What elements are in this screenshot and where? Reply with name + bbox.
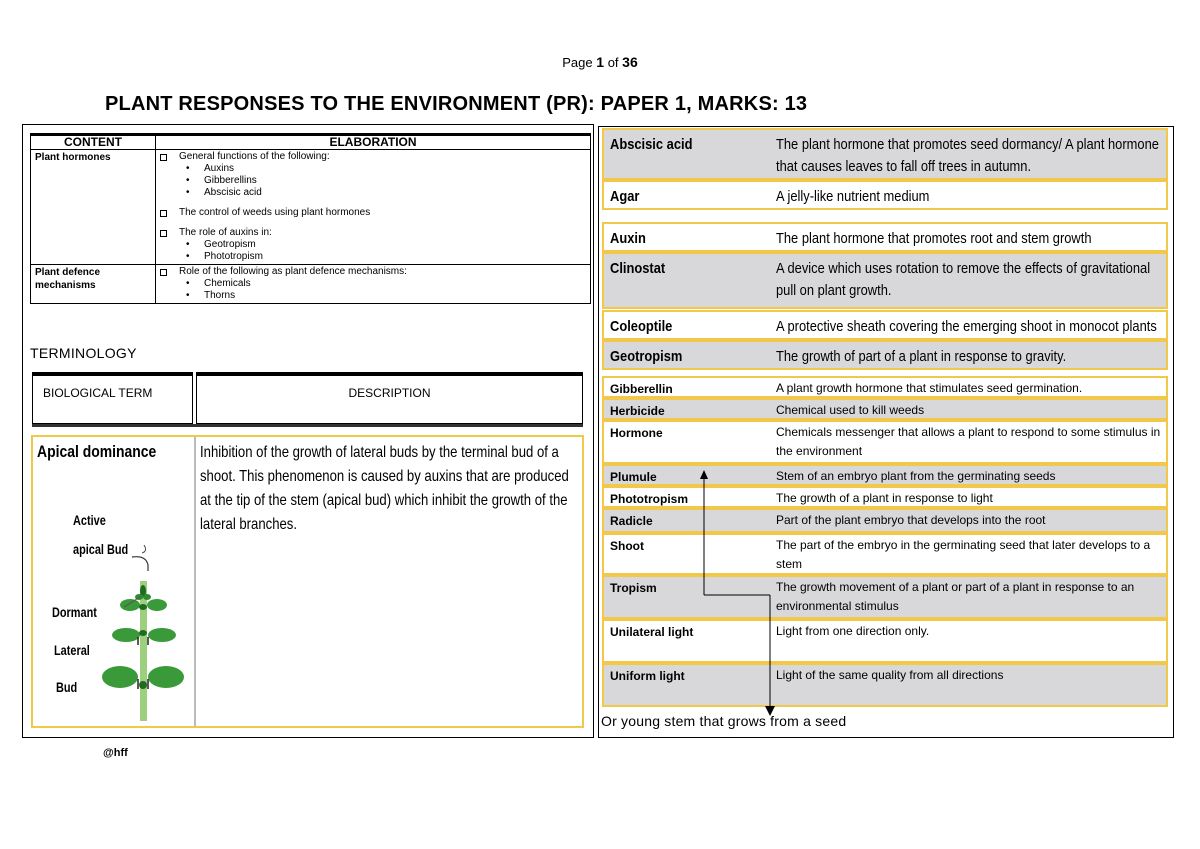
glossary-row <box>602 128 1168 180</box>
glossary-desc: A protective sheath covering the emerging shoot in monocot plants <box>776 318 1157 335</box>
glossary-desc: Light of the same quality from all directions <box>776 668 1004 682</box>
glossary-desc: The plant hormone that promotes root and stem growth <box>776 230 1092 247</box>
terminology-heading: TERMINOLOGY <box>30 345 137 361</box>
glossary-row <box>602 464 1168 486</box>
glossary-term: Gibberellin <box>610 382 673 396</box>
plant-diagram <box>90 545 195 727</box>
glossary-term: Shoot <box>610 539 644 553</box>
description-header: DESCRIPTION <box>196 372 583 424</box>
terminology-table-header <box>32 372 583 426</box>
glossary-desc: Part of the plant embryo that develops into the root <box>776 513 1046 527</box>
list-item: • Auxins <box>186 163 586 175</box>
glossary-desc: A device which uses rotation to remove the effects of gravitational pull on plant growth. <box>776 260 1151 299</box>
label-active: Active <box>73 512 106 528</box>
glossary-term: Clinostat <box>610 260 666 277</box>
topic-plant-defence: Plant defence mechanisms <box>31 265 156 304</box>
glossary-row <box>602 663 1168 707</box>
glossary-desc: Chemical used to kill weeds <box>776 403 925 417</box>
page-title: PLANT RESPONSES TO THE ENVIRONMENT (PR): PAPER 1, MARKS: 13 <box>105 93 808 115</box>
apical-dominance-description: Inhibition of the growth of lateral buds by the terminal bud of a shoot. This phenomenon is caused by auxins that are produced at the tip of the stem (apical bud) which inhibit the growth of the lateral branches. <box>200 444 569 533</box>
glossary-row <box>602 420 1168 464</box>
label-apical-bud: apical Bud <box>73 541 129 557</box>
glossary-desc: The plant hormone that promotes seed dormancy/ A plant hormone that causes leaves to fall off trees in autumn. <box>776 136 1159 175</box>
glossary-desc: A jelly-like nutrient medium <box>776 188 930 205</box>
label-dormant: Dormant <box>52 604 97 620</box>
table-row <box>31 150 591 265</box>
glossary-row <box>602 180 1168 210</box>
glossary-row <box>602 533 1168 575</box>
page-number: Page 1 of 36 <box>562 54 638 70</box>
elaboration-cell: General functions of the following: • Auxins • Gibberellins • Abscisic acid The control of weeds using plant hormones The role of auxins in: • Geotropism • Phototropism <box>156 150 591 265</box>
glossary-desc: The growth movement of a plant or part of a plant in response to an environmental stimulus <box>776 580 1135 613</box>
glossary-row <box>602 619 1168 663</box>
glossary-term: Radicle <box>610 514 653 528</box>
glossary-row <box>602 222 1168 252</box>
sub-list <box>186 278 586 302</box>
list-item: • Abscisic acid <box>186 187 586 199</box>
glossary-desc: The growth of part of a plant in response to gravity. <box>776 348 1067 365</box>
list-item: • Gibberellins <box>186 175 586 187</box>
list-item: • Geotropism <box>186 239 586 251</box>
glossary-desc: Light from one direction only. <box>776 624 930 638</box>
content-table <box>30 133 591 304</box>
sub-list <box>186 163 586 199</box>
checkbox-bullet-icon <box>160 269 167 276</box>
glossary-row <box>602 376 1168 398</box>
glossary-desc: Chemicals messenger that allows a plant to respond to some stimulus in the environment <box>776 425 1161 458</box>
glossary-desc: Stem of an embryo plant from the germinating seeds <box>776 469 1056 483</box>
apical-dominance-term: Apical dominance <box>37 442 157 461</box>
glossary-desc: The growth of a plant in response to light <box>776 491 993 505</box>
glossary-term: Herbicide <box>610 404 665 418</box>
label-lateral: Lateral <box>54 642 90 658</box>
glossary-row <box>602 575 1168 619</box>
glossary-desc: The part of the embryo in the germinating seed that later develops to a stem <box>776 538 1151 571</box>
glossary-term: Uniform light <box>610 669 685 683</box>
checkbox-bullet-icon <box>160 210 167 217</box>
glossary-row <box>602 340 1168 370</box>
glossary-row <box>602 252 1168 309</box>
plant-illustration <box>102 545 184 721</box>
biological-term-header: BIOLOGICAL TERM <box>32 372 193 424</box>
elaboration-cell: Role of the following as plant defence mechanisms: • Chemicals • Thorns <box>156 265 591 304</box>
glossary-desc: A plant growth hormone that stimulates seed germination. <box>776 381 1083 395</box>
glossary-term: Agar <box>610 188 640 205</box>
connector-arrow <box>695 465 780 720</box>
glossary-term: Unilateral light <box>610 625 694 639</box>
annotation-note: Or young stem that grows from a seed <box>601 713 847 729</box>
glossary-term: Abscisic acid <box>610 136 693 153</box>
sub-list <box>186 239 586 263</box>
glossary-term: Hormone <box>610 426 663 440</box>
list-item: • Thorns <box>186 290 586 302</box>
glossary-term: Tropism <box>610 581 657 595</box>
content-header: CONTENT <box>31 135 156 150</box>
glossary-row <box>602 486 1168 508</box>
glossary-term: Geotropism <box>610 348 683 365</box>
elaboration-header: ELABORATION <box>156 135 591 150</box>
topic-plant-hormones: Plant hormones <box>31 150 156 265</box>
glossary-term: Coleoptile <box>610 318 673 335</box>
glossary-term: Auxin <box>610 230 646 247</box>
glossary-row <box>602 508 1168 533</box>
list-item: • Phototropism <box>186 251 586 263</box>
glossary-term: Phototropism <box>610 492 688 506</box>
glossary-row <box>602 398 1168 420</box>
checkbox-bullet-icon <box>160 154 167 161</box>
table-row <box>31 265 591 304</box>
label-bud: Bud <box>56 679 78 695</box>
checkbox-bullet-icon <box>160 230 167 237</box>
glossary-term: Plumule <box>610 470 657 484</box>
signature: @hff <box>103 747 128 759</box>
glossary-row <box>602 310 1168 340</box>
list-item: • Chemicals <box>186 278 586 290</box>
